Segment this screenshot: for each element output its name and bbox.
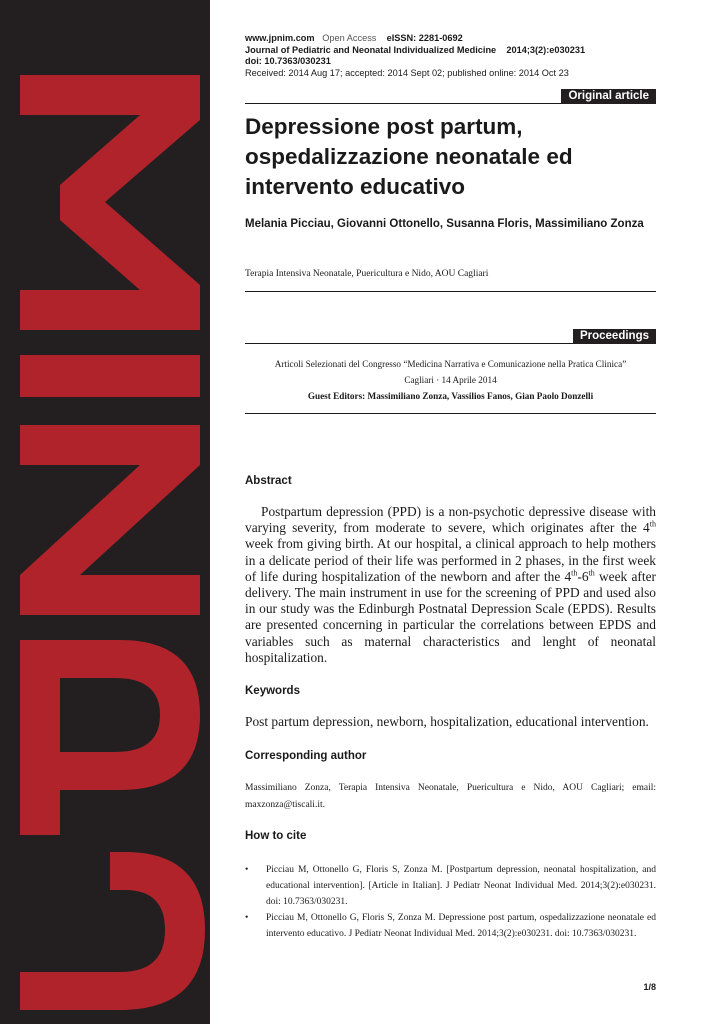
journal-sidebar	[0, 0, 210, 1024]
eissn: eISSN: 2281-0692	[386, 33, 463, 43]
citation-text: Picciau M, Ottonello G, Floris S, Zonza M. Depressione post partum, ospedalizzazione neonatale ed intervento educativo. J Pediatr Neonat Individual Med. 2014;3(2):e030231. doi: 10.7363/030231.	[266, 913, 656, 940]
how-to-cite-heading: How to cite	[245, 830, 307, 842]
citation-item	[245, 910, 656, 942]
journal-website: www.jpnim.com	[245, 33, 315, 43]
open-access-label: Open Access	[322, 33, 377, 43]
affiliation: Terapia Intensiva Neonatale, Puericultura e Nido, AOU Cagliari	[245, 269, 489, 279]
logo-letter-p	[20, 640, 200, 835]
bullet: •	[245, 865, 249, 875]
author-list: Melania Picciau, Giovanni Ottonello, Susanna Floris, Massimiliano Zonza	[245, 218, 644, 230]
journal-header	[245, 33, 665, 79]
header-line-1	[245, 33, 665, 45]
abstract-heading: Abstract	[245, 475, 292, 487]
bullet: •	[245, 913, 249, 923]
logo-letter-i	[20, 355, 200, 397]
header-line-2	[245, 45, 665, 57]
proceedings-rule-bottom	[245, 413, 656, 414]
logo-letter-j	[20, 852, 205, 1010]
proceedings-location-date: Cagliari · 14 Aprile 2014	[404, 375, 497, 385]
jpnim-logo	[0, 0, 210, 1024]
proceedings-tag: Proceedings	[573, 329, 656, 344]
logo-letter-m	[20, 75, 200, 330]
jpnim-logo-letters	[20, 75, 205, 1010]
journal-name: Journal of Pediatric and Neonatal Individualized Medicine	[245, 44, 497, 55]
proceedings-congress: Articoli Selezionati del Congresso “Medicina Narrativa e Comunicazione nella Pratica Clinica”	[274, 359, 627, 369]
citation-text: Picciau M, Ottonello G, Floris S, Zonza M. [Postpartum depression, neonatal hospitalization, and educational intervention]. [Article in Italian]. J Pediatr Neonat Individual Med. 2014;3(2):e030231. doi: 10.7363/030231.	[266, 865, 656, 908]
article-type-tag: Original article	[561, 89, 656, 104]
article-title: Depressione post partum, ospedalizzazione neonatale ed intervento educativo	[245, 114, 573, 199]
citation-item	[245, 862, 656, 911]
article-dates: Received: 2014 Aug 17; accepted: 2014 Sept 02; published online: 2014 Oct 23	[245, 67, 569, 78]
journal-citation: 2014;3(2):e030231	[506, 44, 586, 55]
keywords-heading: Keywords	[245, 685, 300, 697]
keywords-text: Post partum depression, newborn, hospitalization, educational intervention.	[245, 714, 649, 729]
corresponding-author-heading: Corresponding author	[245, 750, 367, 762]
abstract-text: Postpartum depression (PPD) is a non-psychotic depressive disease with varying severity, from moderate to severe, which originates after the 4th week from giving birth. At our hospital, a clinical approach to help mothers in a delicate period of their life was performed in 2 phases, in the first week of life during hospitalization of the newborn and after the 4th-6th week after delivery. The main instrument in use for the screening of PPD and used also in our study was the Edinburgh Postnatal Depression Scale (EPDS). Results are presented concerning in particular the correlations between EPDS and variables such as maternal characteristics and lenght of neonatal hospitalization.	[245, 504, 656, 665]
corresponding-author-text: Massimiliano Zonza, Terapia Intensiva Neonatale, Puericultura e Nido, AOU Cagliari; email: maxzonza@tiscali.it.	[245, 783, 656, 810]
proceedings-guest-editors: Guest Editors: Massimiliano Zonza, Vassilios Fanos, Gian Paolo Donzelli	[307, 391, 594, 401]
affiliation-rule	[245, 291, 656, 292]
page-number: 1/8	[643, 982, 656, 992]
article-doi: doi: 10.7363/030231	[245, 56, 331, 66]
logo-letter-n	[20, 425, 200, 615]
